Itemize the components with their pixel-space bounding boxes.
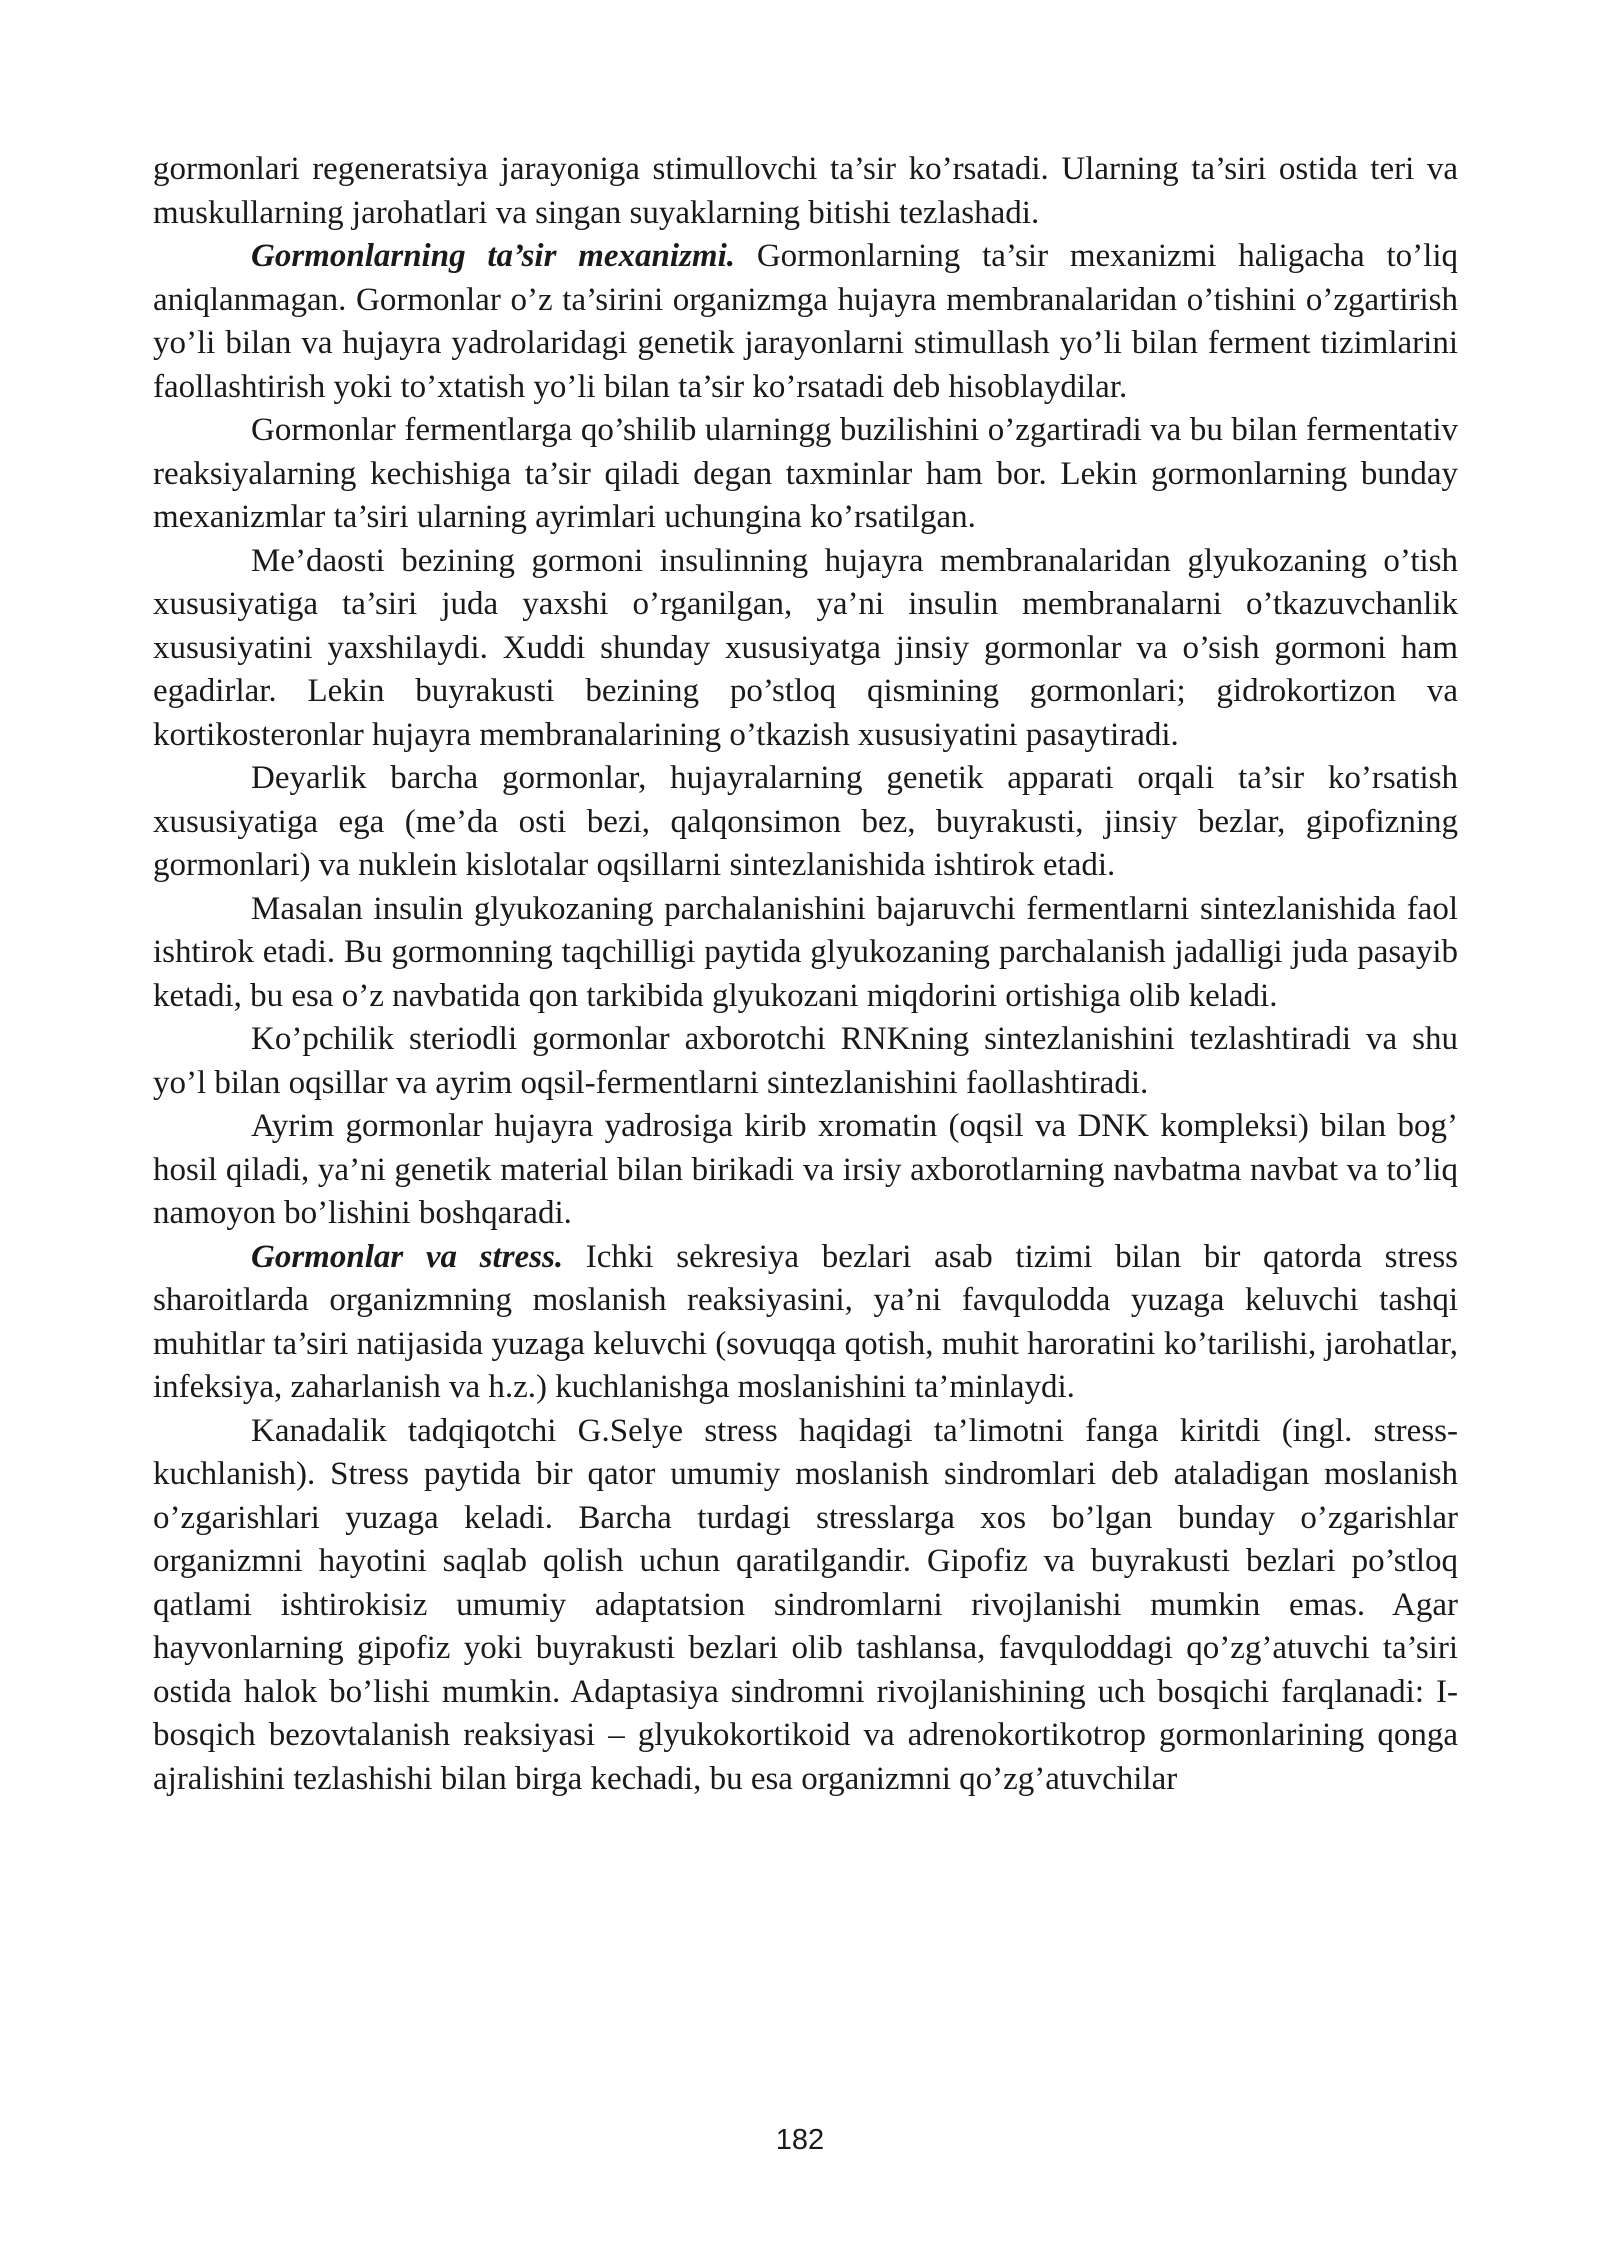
paragraph-text: Gormonlar fermentlarga qo’shilib ularningg buzilishini o’zgartiradi va bu bilan fermentativ reaksiyalarning kechishiga ta’sir qiladi degan taxminlar ham bor. Lekin gormonlarning bunday mexanizmlar ta’siri ularning ayrimlari uchungina ko’rsatilgan.: [153, 412, 1458, 535]
paragraph-text: Masalan insulin glyukozaning parchalanishini bajaruvchi fermentlarni sintezlanishida faol ishtirok etadi. Bu gormonning taqchilligi paytida glyukozaning parchalanish jadalligi juda pasayib ketadi, bu esa o’z navbatida qon tarkibida glyukozani miqdorini ortishiga olib keladi.: [153, 890, 1458, 1014]
paragraph-8: [153, 1105, 1458, 1236]
paragraph-text: Kanadalik tadqiqotchi G.Selye stress haqidagi ta’limotni fanga kiritdi (ingl. stress- kuchlanish). Stress paytida bir qator umumiy moslanish sindromlari deb ataladigan moslanish o’zgarishlari yuzaga keladi. Barcha turdagi stresslarga xos bo’lgan bunday o’zgarishlar organizmni hayotini saqlab qolish uchun qaratilgandir. Gipofiz va buyrakusti bezlari po’stloq qatlami ishtirokisiz umumiy adaptatsion sindromlarni rivojlanishi mumkin emas. Agar hayvonlarning gipofiz yoki buyrakusti bezlari olib tashlansa, favquloddagi qo’zg’atuvchi ta’siri ostida halok bo’lishi mumkin. Adaptasiya sindromni rivojlanishining uch bosqichi farqlanadi: I-bosqich bezovtalanish reaksiyasi – glyukokortikoid va adrenokortikotrop gormonlarining qonga ajralishini tezlashishi bilan birga kechadi, bu esa organizmni qo’zg’atuvchilar: [153, 1412, 1458, 1797]
page-body: [153, 148, 1458, 1801]
paragraph-text: Ayrim gormonlar hujayra yadrosiga kirib xromatin (oqsil va DNK kompleksi) bilan bog’ hosil qiladi, ya’ni genetik material bilan birikadi va irsiy axborotlarning navbatma navbat va to’liq namoyon bo’lishini boshqaradi.: [153, 1108, 1458, 1231]
paragraph-4: [153, 540, 1458, 758]
paragraph-2: [153, 235, 1458, 409]
section-heading-stress: Gormonlar va stress.: [251, 1238, 564, 1275]
section-heading-mechanism: Gormonlarning ta’sir mexanizmi.: [251, 238, 736, 274]
paragraph-9: [153, 1236, 1458, 1410]
paragraph-text: gormonlari regeneratsiya jarayoniga stimullovchi ta’sir ko’rsatadi. Ularning ta’siri ostida teri va muskullarning jarohatlari va singan suyaklarning bitishi tezlashadi.: [153, 151, 1458, 231]
paragraph-7: [153, 1018, 1458, 1105]
page-number: 182: [775, 2124, 825, 2156]
paragraph-3: [153, 409, 1458, 540]
paragraph-5: [153, 757, 1458, 888]
paragraph-text: Ichki sekresiya bezlari asab tizimi bilan bir qatorda stress sharoitlarda organizmning moslanish reaksiyasini, ya’ni favqulodda yuzaga keluvchi tashqi muhitlar ta’siri natijasida yuzaga keluvchi (sovuqqa qotish, muhit haroratini ko’tarilishi, jarohatlar, infeksiya, zaharlanish va h.z.) kuchlanishga moslanishini ta’minlaydi.: [153, 1238, 1459, 1405]
paragraph-text: Ko’pchilik steriodli gormonlar axborotchi RNKning sintezlanishini tezlashtiradi va shu yo’l bilan oqsillar va ayrim oqsil-fermentlarni sintezlanishini faollashtiradi.: [153, 1021, 1458, 1101]
paragraph-6: [153, 888, 1458, 1019]
paragraph-text: Gormonlarning ta’sir mexanizmi haligacha to’liq aniqlanmagan. Gormonlar o’z ta’sirini organizmga hujayra membranalaridan o’tishini o’zgartirish yo’li bilan va hujayra yadrolaridagi genetik jarayonlarni stimullash yo’li bilan ferment tizimlarini faollashtirish yoki to’xtatish yo’li bilan ta’sir ko’rsatadi deb hisoblaydilar.: [153, 238, 1458, 405]
paragraph-text: Deyarlik barcha gormonlar, hujayralarning genetik apparati orqali ta’sir ko’rsatish xususiyatiga ega (me’da osti bezi, qalqonsimon bez, buyrakusti, jinsiy bezlar, gipofizning gormonlari) va nuklein kislotalar oqsillarni sintezlanishida ishtirok etadi.: [153, 760, 1458, 883]
paragraph-10: [153, 1410, 1458, 1802]
paragraph-text: Me’daosti bezining gormoni insulinning hujayra membranalaridan glyukozaning o’tish xususiyatiga ta’siri juda yaxshi o’rganilgan, ya’ni insulin membranalarni o’tkazuvchanlik xususiyatini yaxshilaydi. Xuddi shunday xususiyatga jinsiy gormonlar va o’sish gormoni ham egadirlar. Lekin buyrakusti bezining po’stloq qismining gormonlari; gidrokortizon va kortikosteronlar hujayra membranalarining o’tkazish xususiyatini pasaytiradi.: [153, 542, 1458, 753]
paragraph-1: [153, 148, 1458, 235]
